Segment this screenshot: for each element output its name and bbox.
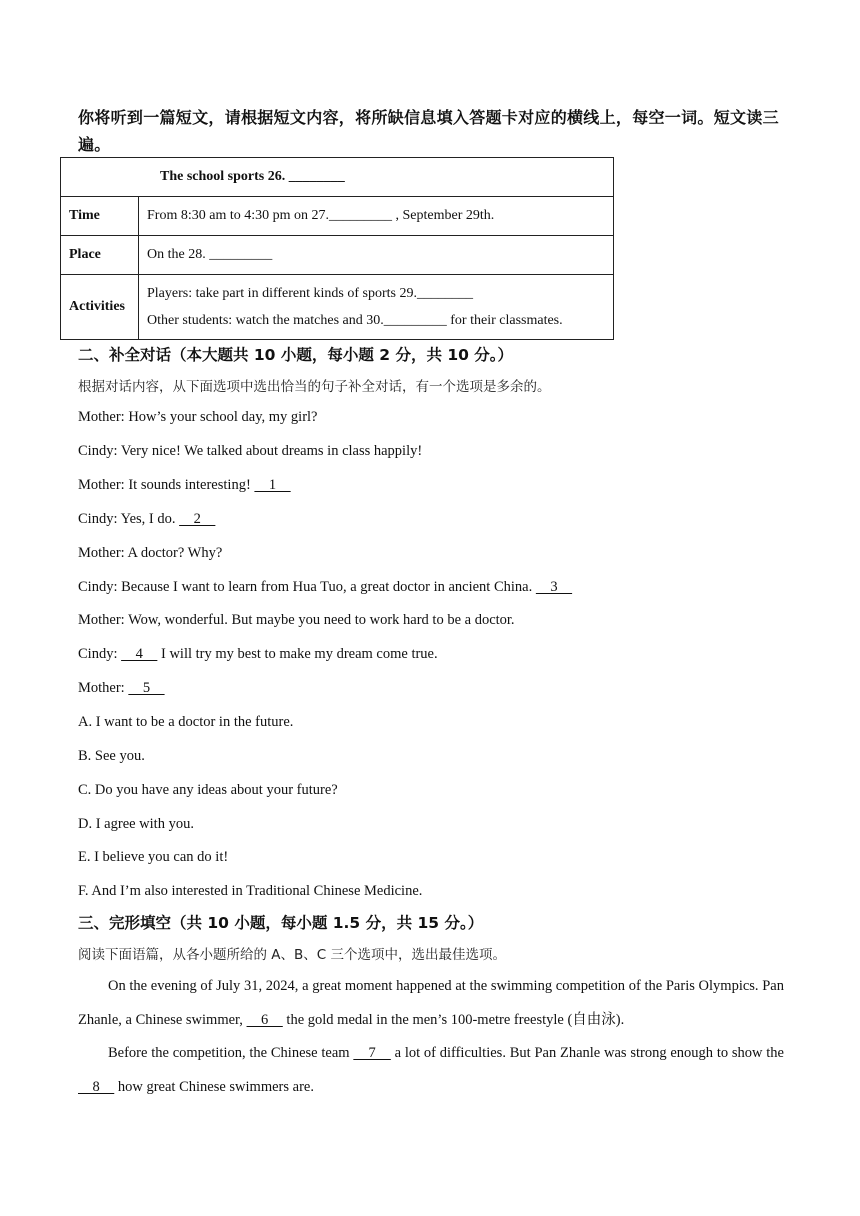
activities-label: Activities xyxy=(61,275,139,340)
dialogue-line: Cindy: Yes, I do. 2 xyxy=(78,511,216,527)
cloze-paragraph-1: On the evening of July 31, 2024, a great moment happened at the swimming competition of the Paris Olympics. Pan Zhanle, a Chinese swimmer, 6 the gold medal in the men’s 100-metre freestyle (自由泳). xyxy=(78,978,784,1028)
info-table xyxy=(60,157,614,340)
activities-students: Other students: watch the matches and 30._________ for their classmates. xyxy=(147,313,563,328)
table-row xyxy=(61,197,614,236)
dialogue-line: Mother: It sounds interesting! 1 xyxy=(78,477,291,493)
option-e: E. I believe you can do it! xyxy=(78,849,229,865)
answer-blank-3: 3 xyxy=(535,579,573,595)
answer-blank-1: 1 xyxy=(254,477,291,493)
option-a: A. I want to be a doctor in the future. xyxy=(78,714,294,730)
answer-blank-2: 2 xyxy=(179,511,216,527)
dialogue-line: Mother: Wow, wonderful. But maybe you need to work hard to be a doctor. xyxy=(78,612,515,628)
listening-instructions: 你将听到一篇短文，请根据短文内容，将所缺信息填入答题卡对应的横线上，每空一词。短文读三遍。 xyxy=(78,108,779,154)
place-value: On the 28. _________ xyxy=(139,236,614,275)
cloze-paragraph-2: Before the competition, the Chinese team 7 a lot of difficulties. But Pan Zhanle was strong enough to show the 8 how great Chinese swimmers are. xyxy=(78,1045,784,1095)
activities-value xyxy=(139,275,614,340)
dialogue-line: Cindy: Because I want to learn from Hua Tuo, a great doctor in ancient China. 3 xyxy=(78,579,573,595)
section2-title: 二、补全对话（本大题共 10 小题，每小题 2 分，共 10 分。） xyxy=(78,346,514,364)
answer-blank-7: 7 xyxy=(353,1045,391,1061)
time-label: Time xyxy=(61,197,139,236)
dialogue-line: Mother: How’s your school day, my girl? xyxy=(78,409,318,425)
option-b: B. See you. xyxy=(78,748,145,764)
activities-players: Players: take part in different kinds of sports 29.________ xyxy=(147,286,473,301)
answer-blank-5: 5 xyxy=(128,680,165,696)
table-row xyxy=(61,158,614,197)
time-value: From 8:30 am to 4:30 pm on 27._________ , September 29th. xyxy=(139,197,614,236)
option-f: F. And I’m also interested in Traditional Chinese Medicine. xyxy=(78,883,423,899)
section2-instructions: 根据对话内容，从下面选项中选出恰当的句子补全对话，有一个选项是多余的。 xyxy=(78,379,551,395)
dialogue-line: Cindy: Very nice! We talked about dreams in class happily! xyxy=(78,443,423,459)
table-row xyxy=(61,236,614,275)
answer-blank-4: 4 xyxy=(121,646,158,662)
dialogue-line: Cindy: 4 I will try my best to make my dream come true. xyxy=(78,646,438,662)
answer-blank-6: 6 xyxy=(246,1012,283,1028)
table-heading: The school sports 26. ________ xyxy=(61,158,614,197)
answer-blank-8: 8 xyxy=(78,1079,115,1095)
section3-title: 三、完形填空（共 10 小题，每小题 1.5 分，共 15 分。） xyxy=(78,914,484,932)
option-d: D. I agree with you. xyxy=(78,816,194,832)
table-row xyxy=(61,275,614,340)
dialogue-line: Mother: A doctor? Why? xyxy=(78,545,223,561)
section3-instructions: 阅读下面语篇，从各小题所给的 A、B、C 三个选项中，选出最佳选项。 xyxy=(78,947,507,963)
place-label: Place xyxy=(61,236,139,275)
dialogue-line: Mother: 5 xyxy=(78,680,165,696)
option-c: C. Do you have any ideas about your future? xyxy=(78,782,338,798)
